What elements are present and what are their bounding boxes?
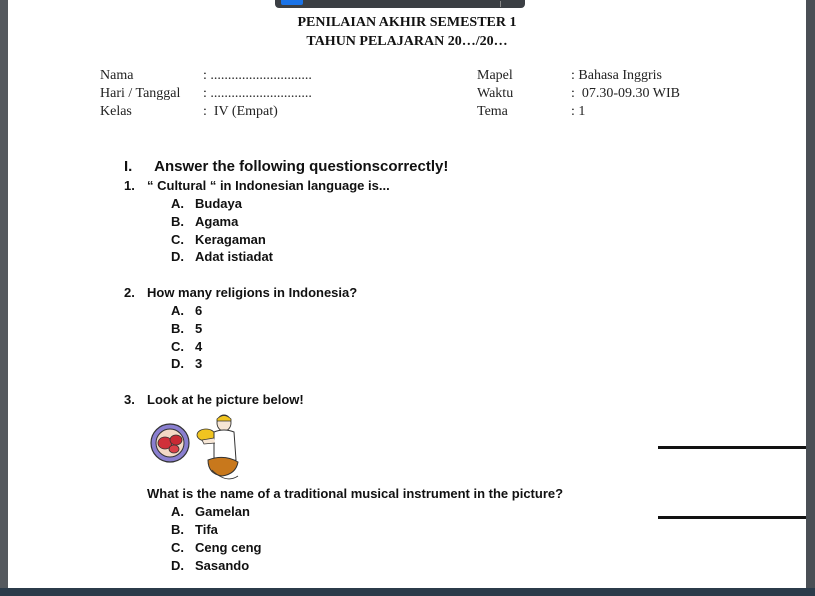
option-text: 4 (195, 339, 203, 354)
info-value-tema: : 1 (571, 104, 586, 119)
info-label-mapel: Mapel (477, 68, 513, 83)
question-2-text: How many religions in Indonesia? (147, 285, 358, 300)
option-text: Agama (195, 214, 239, 229)
option-letter: D. (171, 356, 184, 371)
question-1-number: 1. (124, 178, 135, 193)
option-letter: A. (171, 303, 184, 318)
option-letter: A. (171, 196, 184, 211)
option-text: Budaya (195, 196, 242, 211)
option-text: Ceng ceng (195, 540, 262, 555)
info-value-mapel: : Bahasa Inggris (571, 68, 662, 83)
info-value-nama: : ............................. (203, 68, 312, 83)
section-number: I. (124, 158, 133, 175)
section-heading (124, 158, 448, 175)
question-3-option-b (171, 522, 218, 537)
info-label-waktu: Waktu (477, 86, 514, 101)
option-text: 6 (195, 303, 203, 318)
question-2-option-c (171, 339, 202, 354)
option-text: Sasando (195, 558, 250, 573)
info-value-hari: : ............................. (203, 86, 312, 101)
option-text: Gamelan (195, 504, 250, 519)
option-text: Tifa (195, 522, 218, 537)
question-3-option-c (171, 540, 261, 555)
document-page (8, 0, 806, 588)
question-3-subtext-text: What is the name of a traditional musical instrument in the picture? (147, 486, 564, 501)
option-letter: D. (171, 558, 184, 573)
title-line-2: TAHUN PELAJARAN 20…/20… (306, 34, 508, 49)
question-3-option-d (171, 558, 249, 573)
horizontal-rule (658, 516, 806, 519)
question-2-option-b (171, 321, 202, 336)
toolbar-separator (500, 1, 501, 7)
info-label-nama: Nama (100, 68, 134, 83)
option-text: 5 (195, 321, 203, 336)
question-2-option-a (171, 303, 202, 318)
option-letter: B. (171, 321, 184, 336)
question-1-option-c (171, 232, 266, 247)
option-text: Adat istiadat (195, 249, 274, 264)
question-3-number: 3. (124, 392, 135, 407)
viewer-bottom-bar (0, 588, 815, 596)
question-3-option-a (171, 504, 250, 519)
title-line-1: PENILAIAN AKHIR SEMESTER 1 (297, 15, 517, 30)
question-1-option-d (171, 249, 273, 264)
gamelan-player-illustration (148, 410, 240, 485)
question-1-option-b (171, 214, 238, 229)
option-letter: D. (171, 249, 184, 264)
horizontal-rule (658, 446, 806, 449)
info-value-kelas: : IV (Empat) (203, 104, 278, 119)
option-letter: B. (171, 214, 184, 229)
toolbar-button[interactable] (281, 0, 303, 5)
viewer-left-edge (0, 0, 8, 588)
option-letter: B. (171, 522, 184, 537)
option-letter: A. (171, 504, 184, 519)
info-label-hari: Hari / Tanggal (100, 86, 181, 101)
info-label-kelas: Kelas (100, 104, 132, 119)
option-letter: C. (171, 339, 184, 354)
section-title: Answer the following questionscorrectly! (154, 158, 449, 175)
question-2-option-d (171, 356, 202, 371)
option-text: 3 (195, 356, 203, 371)
info-label-tema: Tema (477, 104, 508, 119)
option-letter: C. (171, 232, 184, 247)
info-value-waktu: : 07.30-09.30 WIB (571, 86, 681, 101)
option-letter: C. (171, 540, 184, 555)
question-2-number: 2. (124, 285, 135, 300)
question-1-text: “ Cultural “ in Indonesian language is... (147, 178, 390, 193)
viewer-scrollbar[interactable] (806, 0, 815, 588)
viewer-toolbar (275, 0, 525, 8)
option-text: Keragaman (195, 232, 266, 247)
question-1-option-a (171, 196, 242, 211)
question-3-text: Look at he picture below! (147, 392, 304, 407)
